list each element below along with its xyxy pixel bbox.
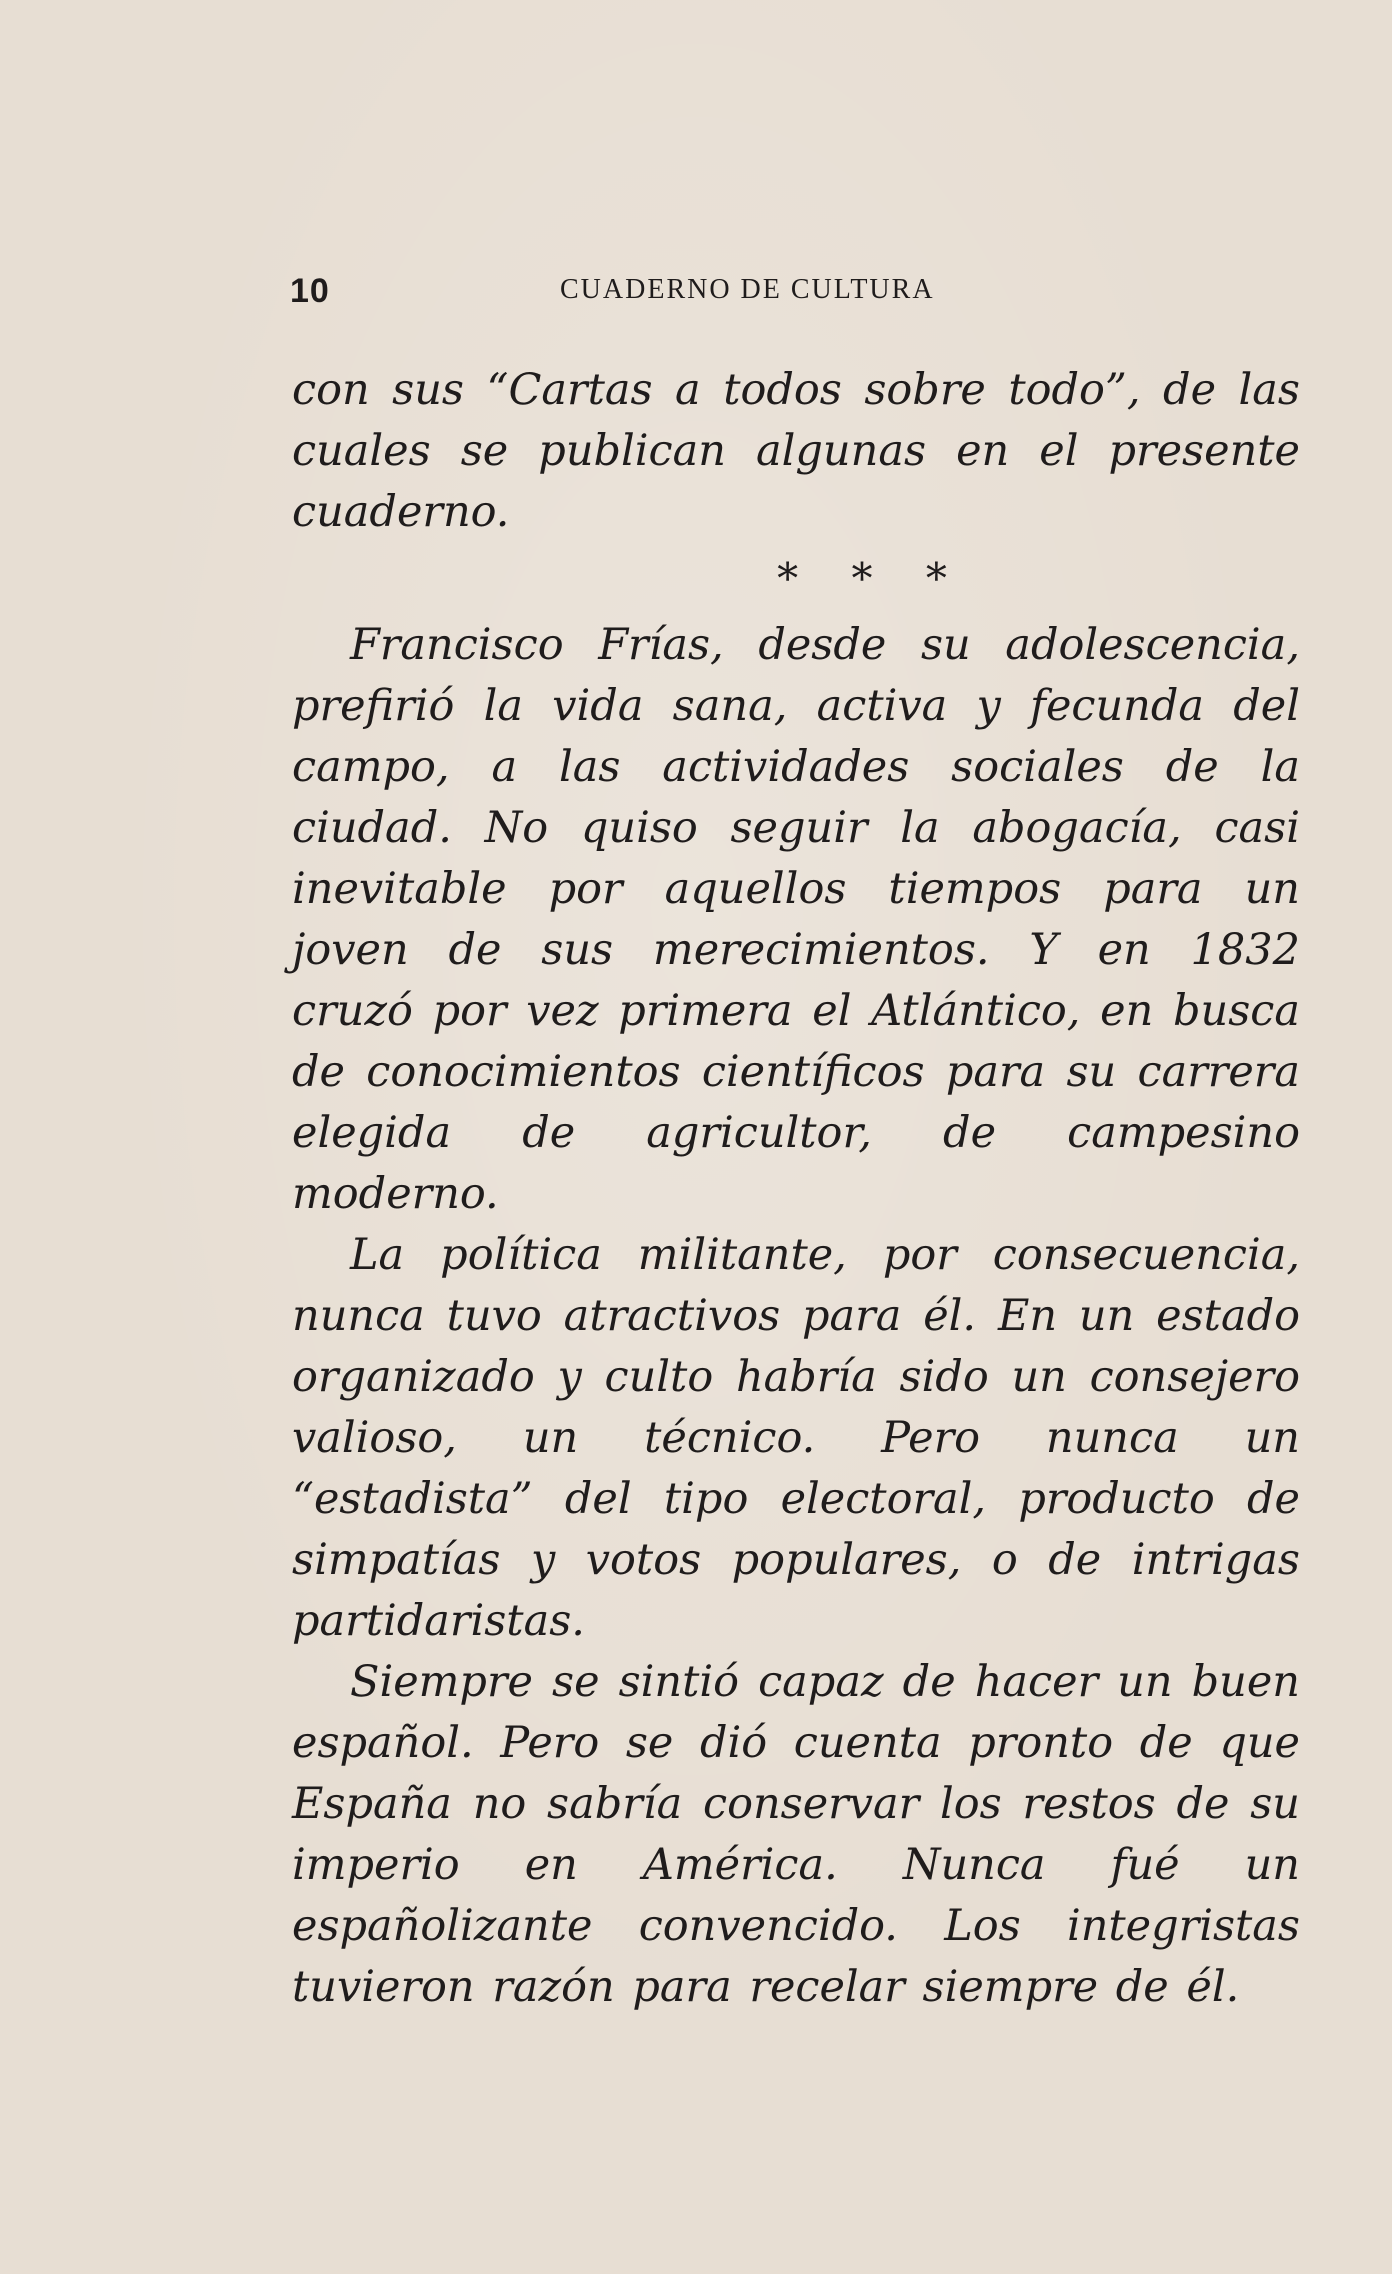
paragraph: Francisco Frías, desde su adolescencia, prefirió la vida sana, activa y fecunda del campo, a las actividades sociales de la ciudad. No quiso seguir la abogacía, casi inevitable por aquellos tiempos para un joven de sus merecimientos. Y en 1832 cruzó por vez primera el Atlántico, en busca de conocimientos científicos para su carrera elegida de agricultor, de campesino moderno. [292, 620, 1300, 1219]
body-text [292, 360, 1300, 2018]
running-header [290, 272, 1290, 322]
paragraph: Siempre se sintió capaz de hacer un buen español. Pero se dió cuenta pronto de que España no sabría conservar los restos de su imperio en América. Nunca fué un españolizante convencido. Los integristas tuvieron razón para recelar siempre de él. [292, 1657, 1300, 2012]
running-title: CUADERNO DE CULTURA [560, 274, 935, 305]
page-number: 10 [290, 272, 330, 310]
paragraph-continuation: con sus “Cartas a todos sobre todo”, de las cuales se publican algunas en el presente cuaderno. [292, 365, 1300, 537]
section-separator: * * * [777, 554, 965, 603]
paragraph: La política militante, por consecuencia, nunca tuvo atractivos para él. En un estado organizado y culto habría sido un consejero valioso, un técnico. Pero nunca un “estadista” del tipo electoral, producto de simpatías y votos populares, o de intrigas partidaristas. [292, 1230, 1300, 1646]
